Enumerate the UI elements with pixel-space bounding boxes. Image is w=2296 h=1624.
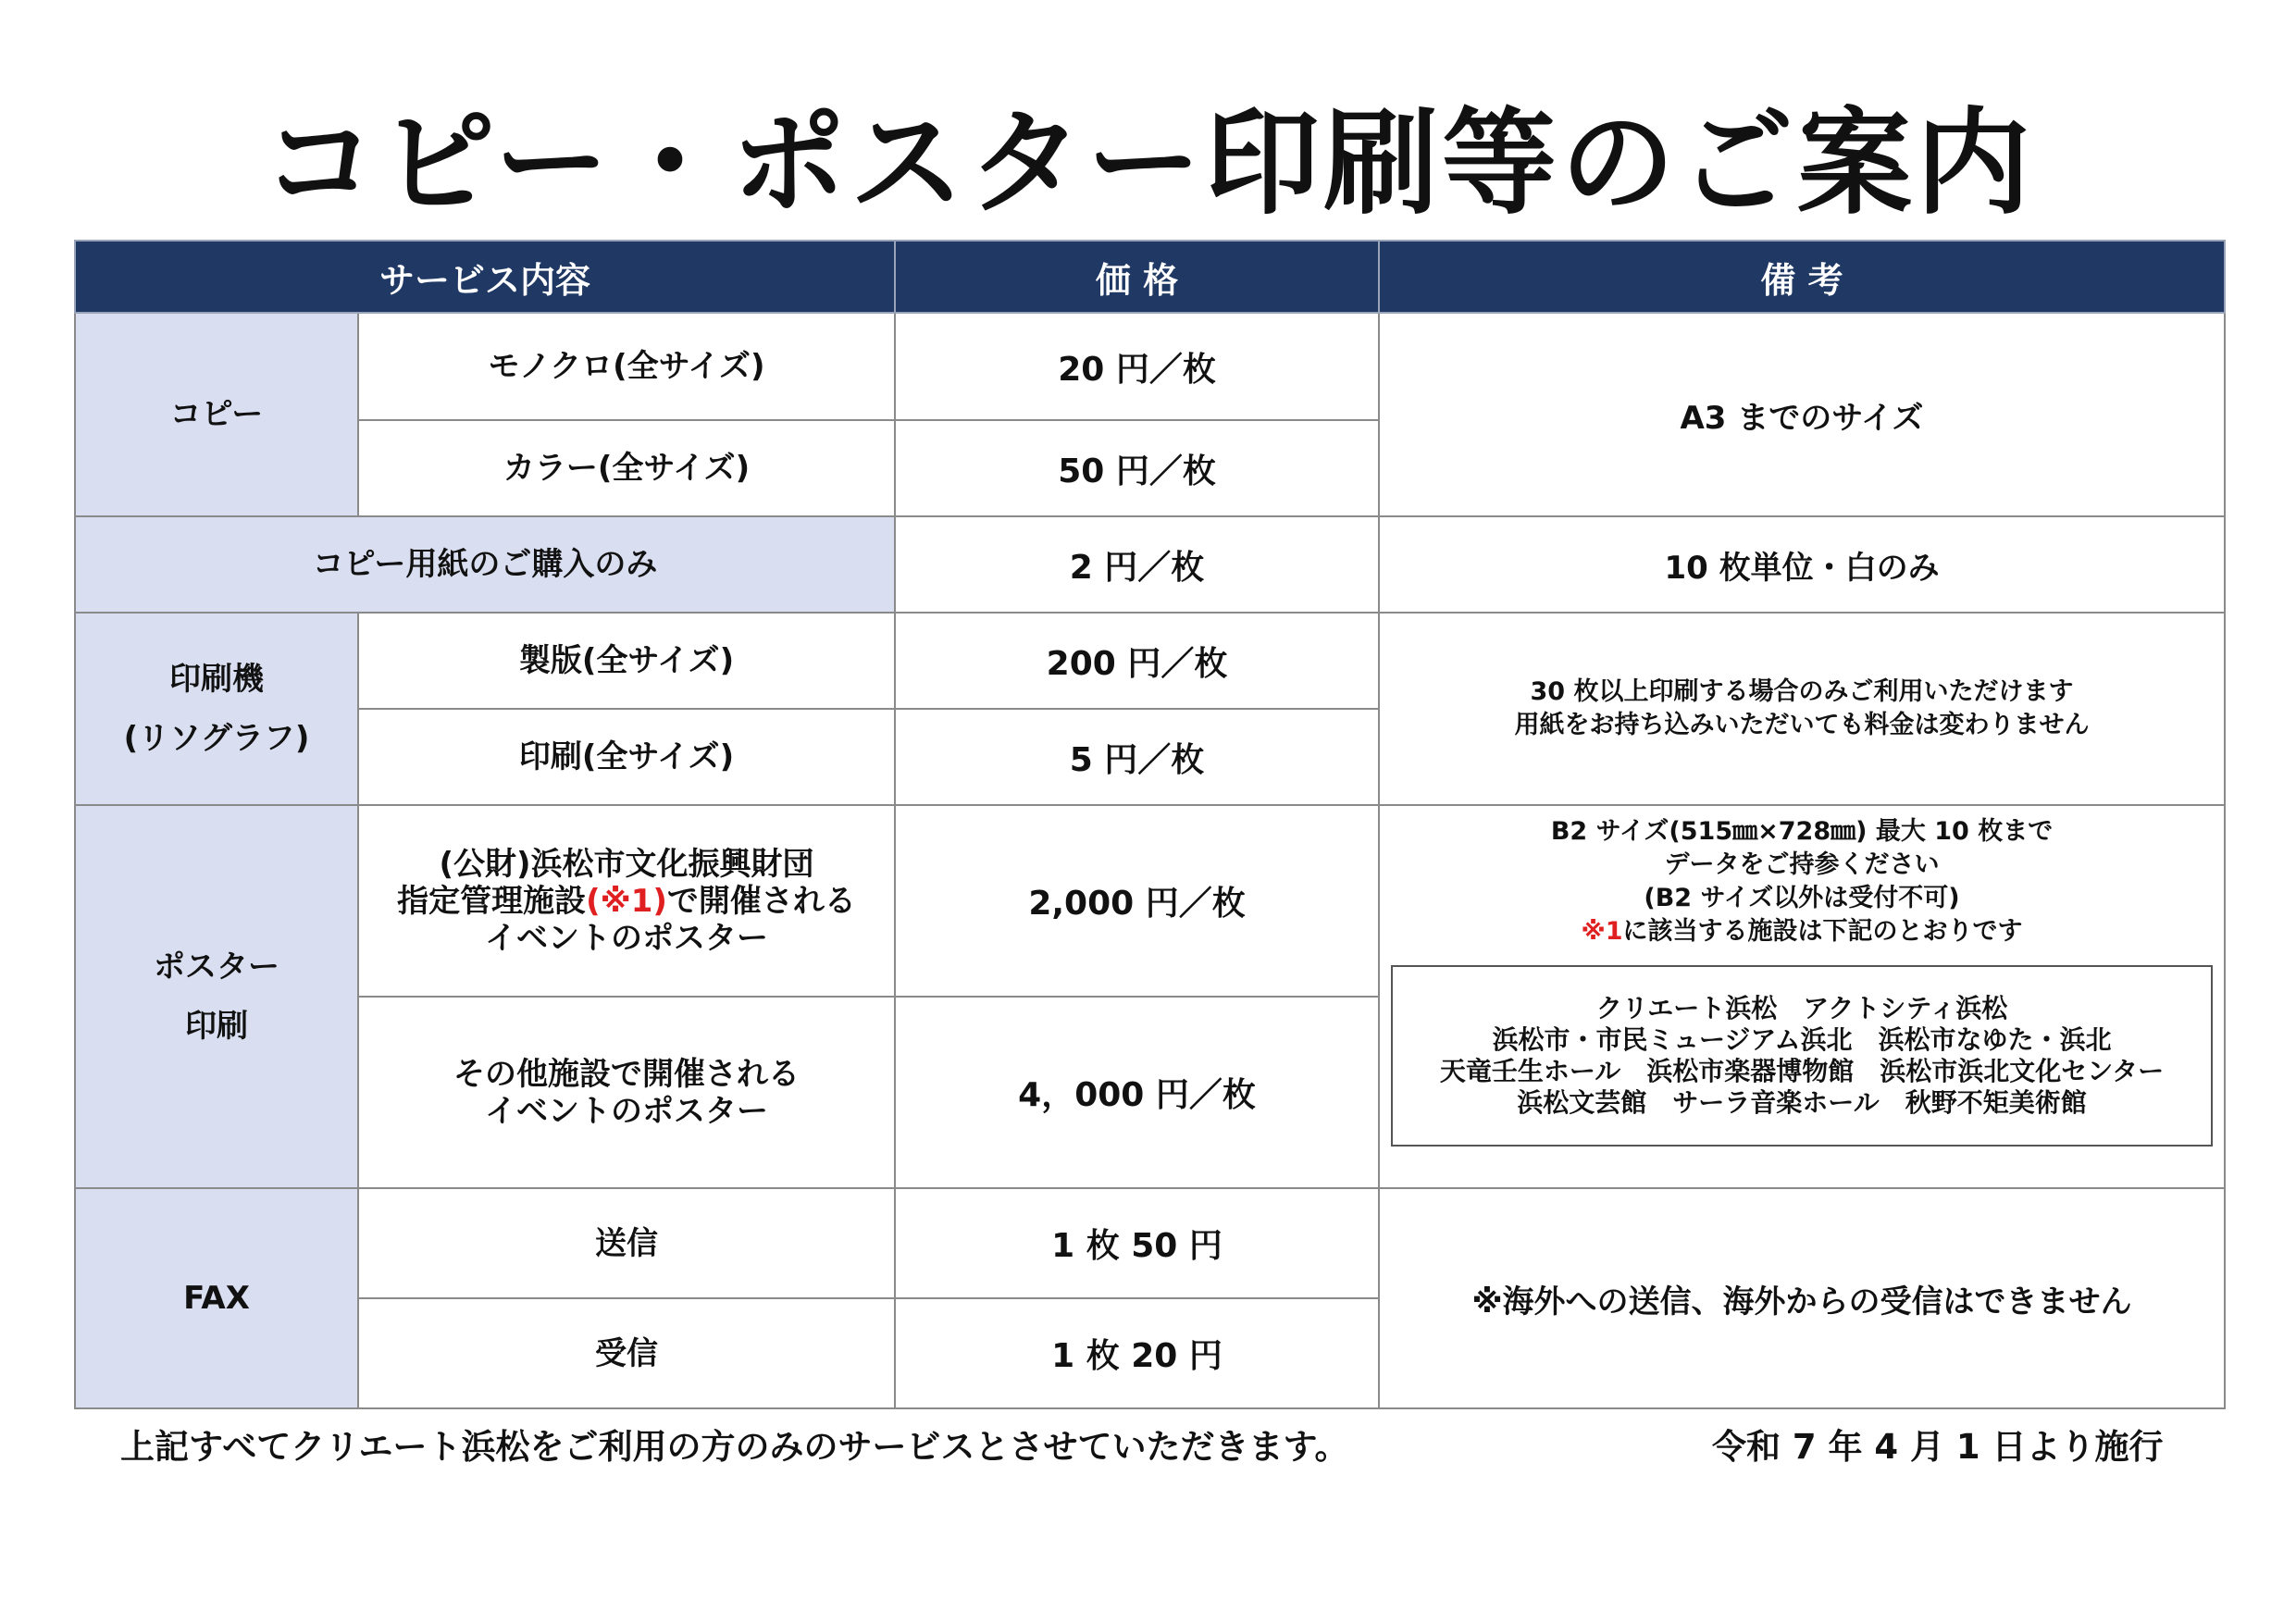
- header-price: 価 格: [895, 241, 1379, 313]
- service-price: 200 円／枚: [895, 613, 1379, 709]
- poster-note: [1379, 805, 2225, 1188]
- header-note: 備 考: [1379, 241, 2225, 313]
- service-price: 2 円／枚: [895, 516, 1379, 613]
- service-label: 製版(全サイズ): [358, 613, 895, 709]
- service-price: 2,000 円／枚: [895, 805, 1379, 997]
- category-fax: FAX: [75, 1188, 358, 1408]
- service-price: 50 円／枚: [895, 420, 1379, 516]
- table-header-row: [75, 241, 2225, 313]
- label-line: イベントのポスター: [485, 1092, 768, 1130]
- category-line: 印刷機: [169, 661, 264, 698]
- label-line: [359, 883, 894, 920]
- service-price: 1 枚 20 円: [895, 1298, 1379, 1408]
- service-price: 5 円／枚: [895, 709, 1379, 805]
- label-line: (公財)浜松市文化振興財団: [439, 845, 814, 883]
- service-label: 受信: [358, 1298, 895, 1408]
- note-line: 用紙をお持ち込みいただいても料金は変わりません: [1514, 711, 2090, 739]
- note-text: に該当する施設は下記のとおりです: [1622, 917, 2023, 946]
- service-label: [358, 805, 895, 997]
- category-line: ポスター: [154, 948, 279, 986]
- category-line: 印刷: [185, 1008, 248, 1045]
- paper-note: 10 枚単位・白のみ: [1379, 516, 2225, 613]
- table-row: [75, 516, 2225, 613]
- service-price: 20 円／枚: [895, 313, 1379, 420]
- service-label: モノクロ(全サイズ): [358, 313, 895, 420]
- facility-line: 浜松市・市民ミュージアム浜北 浜松市なゆた・浜北: [1492, 1024, 2112, 1055]
- note-line: B2 サイズ(515㎜×728㎜) 最大 10 枚まで: [1550, 817, 2054, 846]
- service-label: 印刷(全サイズ): [358, 709, 895, 805]
- copy-note: A3 までのサイズ: [1379, 313, 2225, 516]
- note-line: 30 枚以上印刷する場合のみご利用いただけます: [1530, 677, 2074, 706]
- service-price: 1 枚 50 円: [895, 1188, 1379, 1298]
- facility-line: 天竜壬生ホール 浜松市楽器博物館 浜松市浜北文化センター: [1439, 1056, 2165, 1086]
- category-poster: [75, 805, 358, 1188]
- table-row: [75, 613, 2225, 709]
- note-line: (B2 サイズ以外は受付不可): [1644, 884, 1960, 912]
- note-line: データをご持参ください: [1664, 850, 1940, 879]
- service-label: 送信: [358, 1188, 895, 1298]
- label-text: 指定管理施設: [397, 882, 587, 920]
- label-line: イベントのポスター: [485, 919, 768, 957]
- header-service: サービス内容: [75, 241, 895, 313]
- facility-list-box: [1391, 965, 2213, 1147]
- facility-line: クリエート浜松 アクトシティ浜松: [1595, 993, 2008, 1023]
- note-line: [1380, 915, 2224, 948]
- footnote-mark: ※1: [1581, 917, 1623, 946]
- service-label: カラー(全サイズ): [358, 420, 895, 516]
- category-printer: [75, 613, 358, 805]
- table-row: [75, 805, 2225, 997]
- category-paper: コピー用紙のご購入のみ: [75, 516, 895, 613]
- label-text: で開催される: [666, 882, 856, 920]
- category-copy: コピー: [75, 313, 358, 516]
- footnote-mark: (※1): [586, 882, 667, 920]
- service-label: [358, 997, 895, 1188]
- category-line: (リソグラフ): [123, 720, 310, 757]
- table-row: [75, 313, 2225, 420]
- effective-date: 令和 7 年 4 月 1 日より施行: [1712, 1427, 2164, 1467]
- service-price: 4，000 円／枚: [895, 997, 1379, 1188]
- printer-note: [1379, 613, 2225, 805]
- label-line: その他施設で開催される: [453, 1055, 800, 1093]
- price-table: [74, 240, 2226, 1409]
- table-row: [75, 1188, 2225, 1298]
- footer-notice: 上記すべてクリエート浜松をご利用の方のみのサービスとさせていただきます。: [120, 1427, 1349, 1467]
- page-title: コピー・ポスター印刷等のご案内: [261, 97, 2035, 230]
- fax-note: ※海外への送信、海外からの受信はできません: [1379, 1188, 2225, 1408]
- facility-line: 浜松文芸館 サーラ音楽ホール 秋野不矩美術館: [1517, 1087, 2087, 1118]
